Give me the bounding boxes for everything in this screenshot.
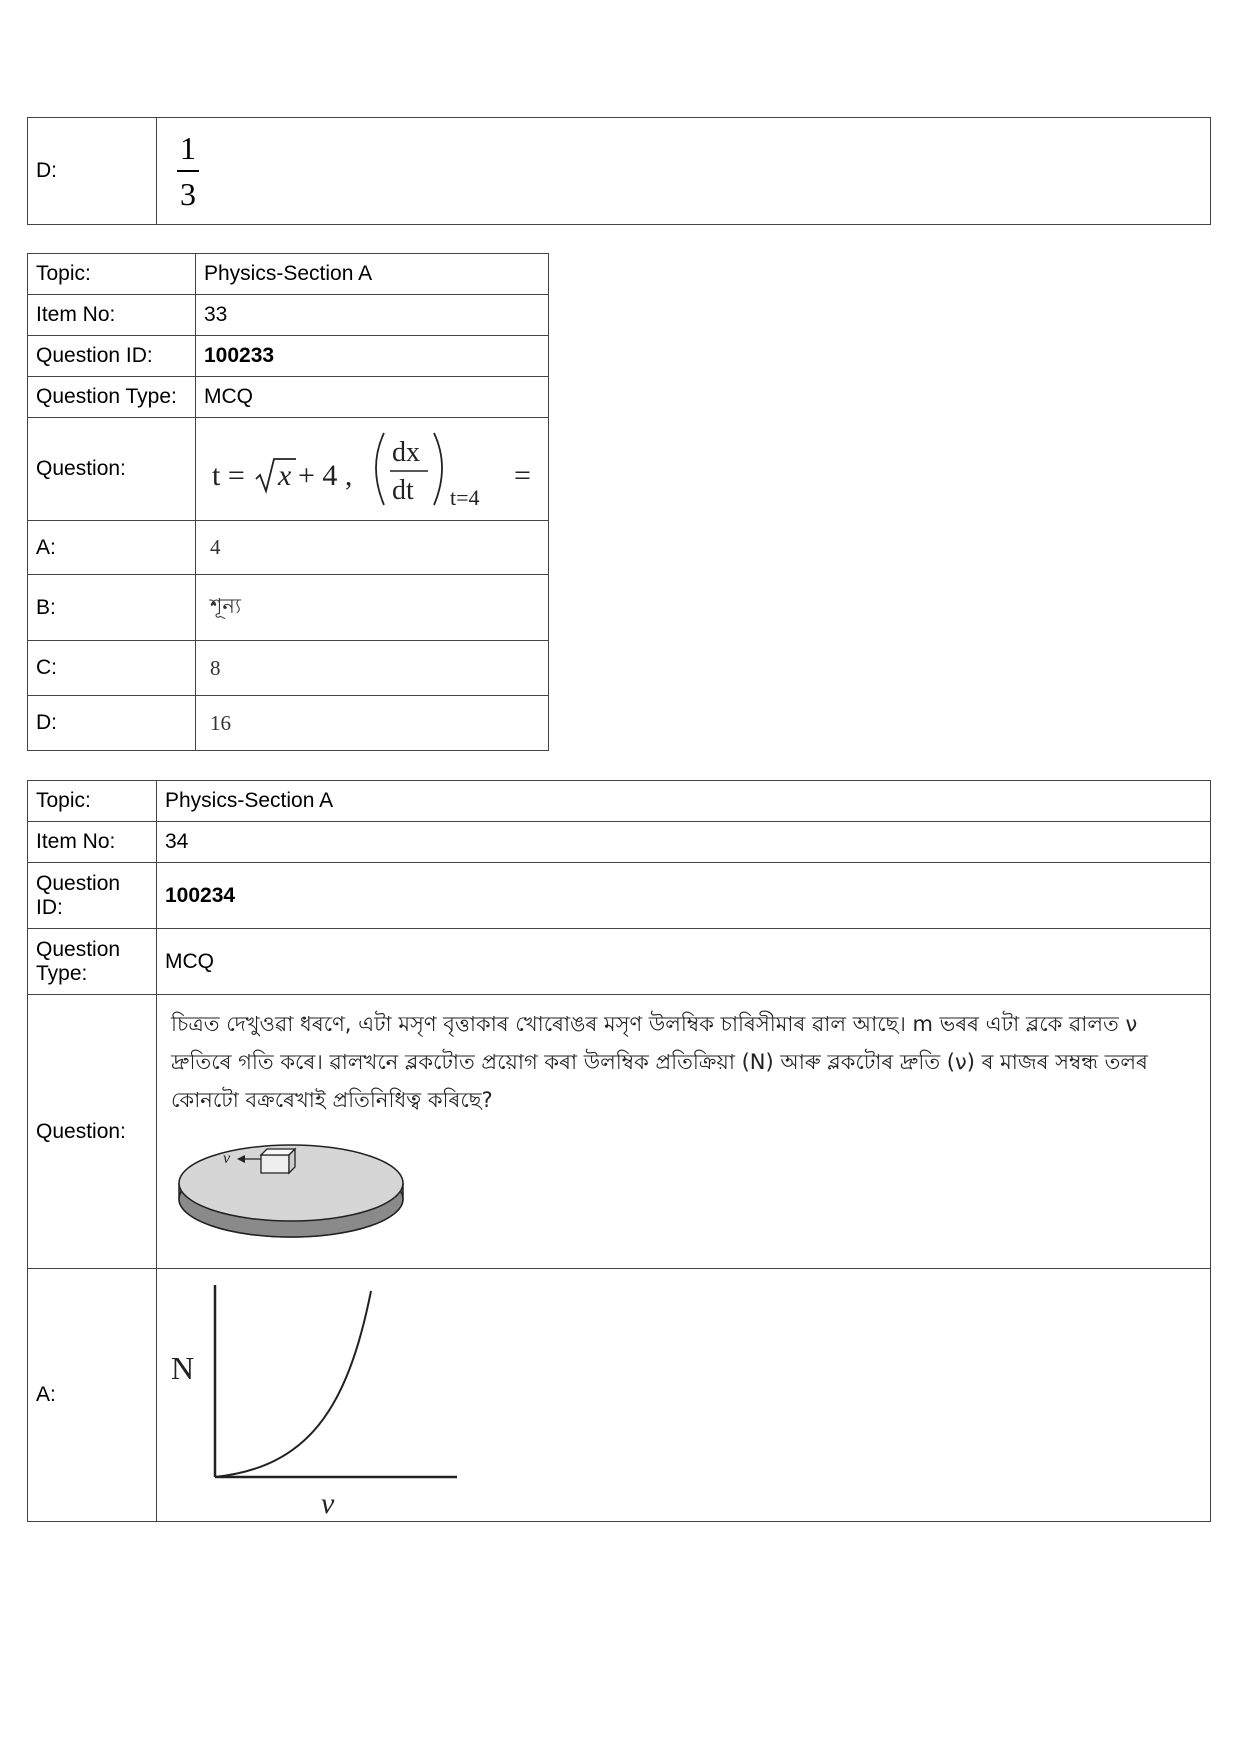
option-b-value: শূন্য [196, 575, 549, 641]
topic-label: Topic: [28, 781, 157, 822]
circular-track-figure [171, 1125, 411, 1251]
eq-radicand: x [278, 459, 292, 492]
option-b-label: B: [28, 575, 196, 641]
eq-plus: + 4 , [298, 459, 353, 492]
eq-lhs: t = [212, 459, 245, 492]
y-axis-label: N [171, 1350, 195, 1386]
question-equation [196, 418, 549, 521]
question-type-label: Question Type: [28, 377, 196, 418]
option-c-value: 8 [196, 641, 549, 696]
option-a-graph [157, 1269, 1211, 1522]
question-id-label: Question ID: [28, 336, 196, 377]
question-label: Question: [28, 995, 157, 1269]
question-id-value: 100234 [157, 863, 1211, 929]
velocity-label: v [223, 1150, 231, 1167]
eq-numerator: dx [392, 437, 420, 468]
question-type-value: MCQ [196, 377, 549, 418]
question-label: Question: [28, 418, 196, 521]
option-d-label: D: [28, 118, 157, 225]
option-d-value: 16 [196, 696, 549, 751]
question-34-table [27, 780, 1211, 1522]
parabolic-curve [215, 1291, 371, 1477]
eq-denominator: dt [392, 475, 414, 506]
question-type-label: Question Type: [28, 929, 157, 995]
item-no-value: 33 [196, 295, 549, 336]
question-type-value: MCQ [157, 929, 1211, 995]
fraction-denominator: 3 [180, 176, 196, 212]
option-a-label: A: [28, 521, 196, 575]
question-body [157, 995, 1211, 1269]
question-id-label: Question ID: [28, 863, 157, 929]
option-d-value [157, 118, 1211, 225]
question-text: চিত্ৰত দেখুওৱা ধৰণে, এটা মসৃণ বৃত্তাকাৰ খোৰোঙৰ মসৃণ উলম্বিক চাৰিসীমাৰ ৱাল আছে। m ভৰৰ এটা ব্লকে ৱালত ν দ্ৰুতিৰে গতি কৰে। ৱালখনে ব্লকটোত প্ৰয়োগ কৰা উলম্বিক প্ৰতিক্ৰিয়া (N) আৰু ব্লকটোৰ দ্ৰুতি (ν) ৰ মাজৰ সম্বন্ধ তলৰ কোনটো বক্ৰৰেখাই প্ৰতিনিধিত্ব কৰিছে? [171, 1012, 1148, 1112]
topic-label: Topic: [28, 254, 196, 295]
topic-value: Physics-Section A [157, 781, 1211, 822]
left-paren [376, 433, 384, 505]
equation-graphic [196, 419, 546, 519]
item-no-value: 34 [157, 822, 1211, 863]
x-axis-label: ν [321, 1487, 335, 1519]
option-a-label: A: [28, 1269, 157, 1522]
block-front [261, 1155, 289, 1173]
option-c-label: C: [28, 641, 196, 696]
option-a-value: 4 [196, 521, 549, 575]
top-option-table [27, 117, 1211, 225]
item-no-label: Item No: [28, 822, 157, 863]
fraction-numerator: 1 [180, 130, 196, 166]
right-paren [434, 433, 442, 505]
question-33-table [27, 253, 549, 751]
n-vs-v-graph [157, 1271, 477, 1519]
eq-equals: = [514, 459, 531, 492]
eq-subscript: t=4 [450, 485, 480, 510]
item-no-label: Item No: [28, 295, 196, 336]
option-d-label: D: [28, 696, 196, 751]
fraction [177, 132, 199, 210]
topic-value: Physics-Section A [196, 254, 549, 295]
question-id-value: 100233 [196, 336, 549, 377]
fraction-bar [177, 170, 199, 172]
